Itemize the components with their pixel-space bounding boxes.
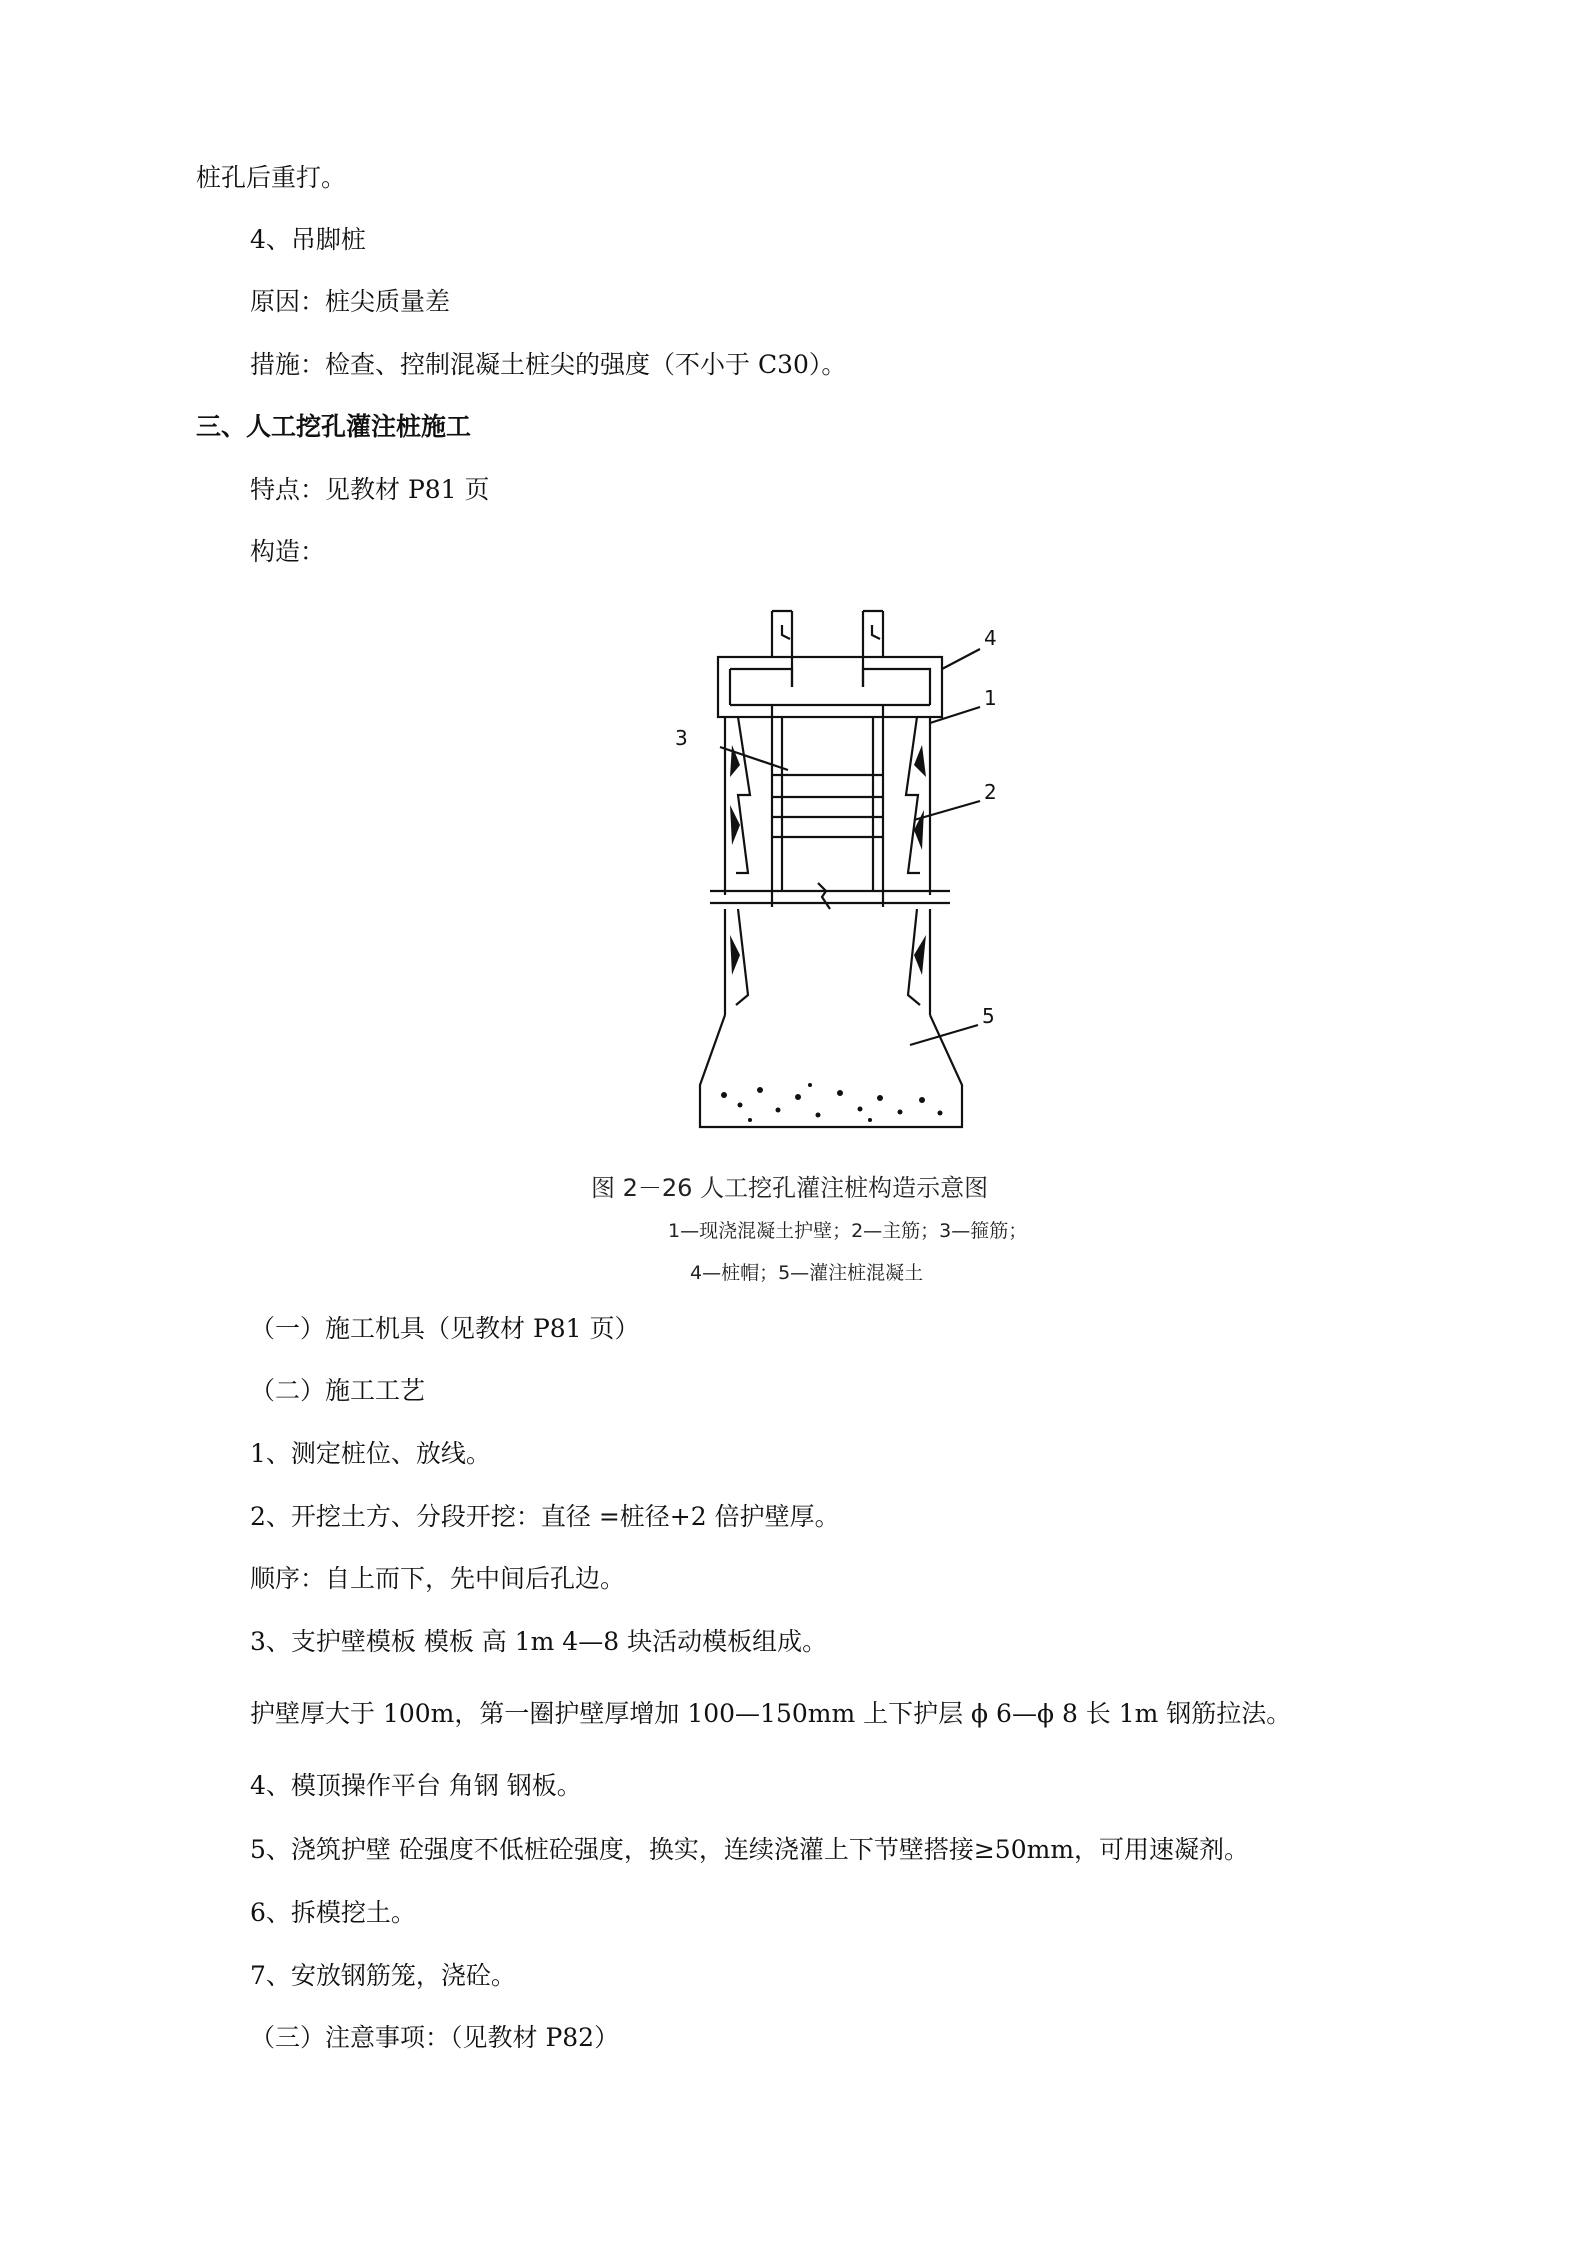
column-left	[772, 611, 792, 687]
text-line: 护壁厚大于 100m，第一圈护壁厚增加 100—150mm 上下护层 ϕ 6—ϕ 8 长 1m 钢筋拉法。	[250, 1699, 1292, 1728]
figure-caption-legend: 1—现浇混凝土护壁；2—主筋；3—箍筋；	[668, 1220, 1028, 1242]
text-line: （二）施工工艺	[250, 1376, 426, 1405]
figure-caption-title: 图 2－26 人工挖孔灌注桩构造示意图	[591, 1174, 989, 1202]
text-line: 3、支护壁模板 模板 高 1m 4—8 块活动模板组成。	[250, 1627, 828, 1656]
text-line: （三）注意事项：（见教材 P82）	[250, 2023, 620, 2052]
label-5: 5	[982, 1004, 995, 1028]
text-line: 措施：检查、控制混凝土桩尖的强度（不小于 C30）。	[250, 350, 847, 379]
label-3: 3	[675, 726, 688, 750]
text-line: 4、模顶操作平台 角钢 钢板。	[250, 1771, 582, 1800]
wall-left	[736, 717, 750, 873]
pile-structure-diagram	[675, 605, 997, 1125]
text-line: 4、吊脚桩	[250, 225, 366, 254]
text-line: （一）施工机具（见教材 P81 页）	[250, 1314, 640, 1343]
label-1: 1	[984, 686, 997, 710]
text-line: 桩孔后重打。	[196, 163, 347, 192]
pile-bell-base	[700, 1015, 962, 1127]
text-line: 1、测定桩位、放线。	[250, 1439, 491, 1468]
figure-caption-legend: 4—桩帽；5—灌注桩混凝土	[690, 1262, 924, 1284]
text-line: 6、拆模挖土。	[250, 1898, 416, 1927]
column-right	[863, 611, 883, 687]
text-line: 7、安放钢筋笼，浇砼。	[250, 1961, 516, 1990]
text-line: 特点：见教材 P81 页	[250, 475, 490, 504]
text-line: 构造：	[250, 537, 326, 566]
text-line: 5、浇筑护壁 砼强度不低桩砼强度，换实，连续浇灌上下节壁搭接≥50mm，可用速凝剂。	[250, 1835, 1250, 1864]
pile-cap-inner	[730, 669, 930, 705]
text-line: 顺序：自上而下，先中间后孔边。	[250, 1564, 626, 1593]
pile-diagram-svg	[675, 605, 997, 1125]
label-4: 4	[984, 626, 997, 650]
pile-cap-outer	[718, 657, 942, 717]
section-heading: 三、人工挖孔灌注桩施工	[196, 412, 472, 441]
wall-right	[906, 717, 920, 873]
text-line: 2、开挖土方、分段开挖：直径 =桩径+2 倍护壁厚。	[250, 1502, 840, 1531]
label-2: 2	[984, 780, 997, 804]
text-line: 原因：桩尖质量差	[250, 287, 451, 316]
